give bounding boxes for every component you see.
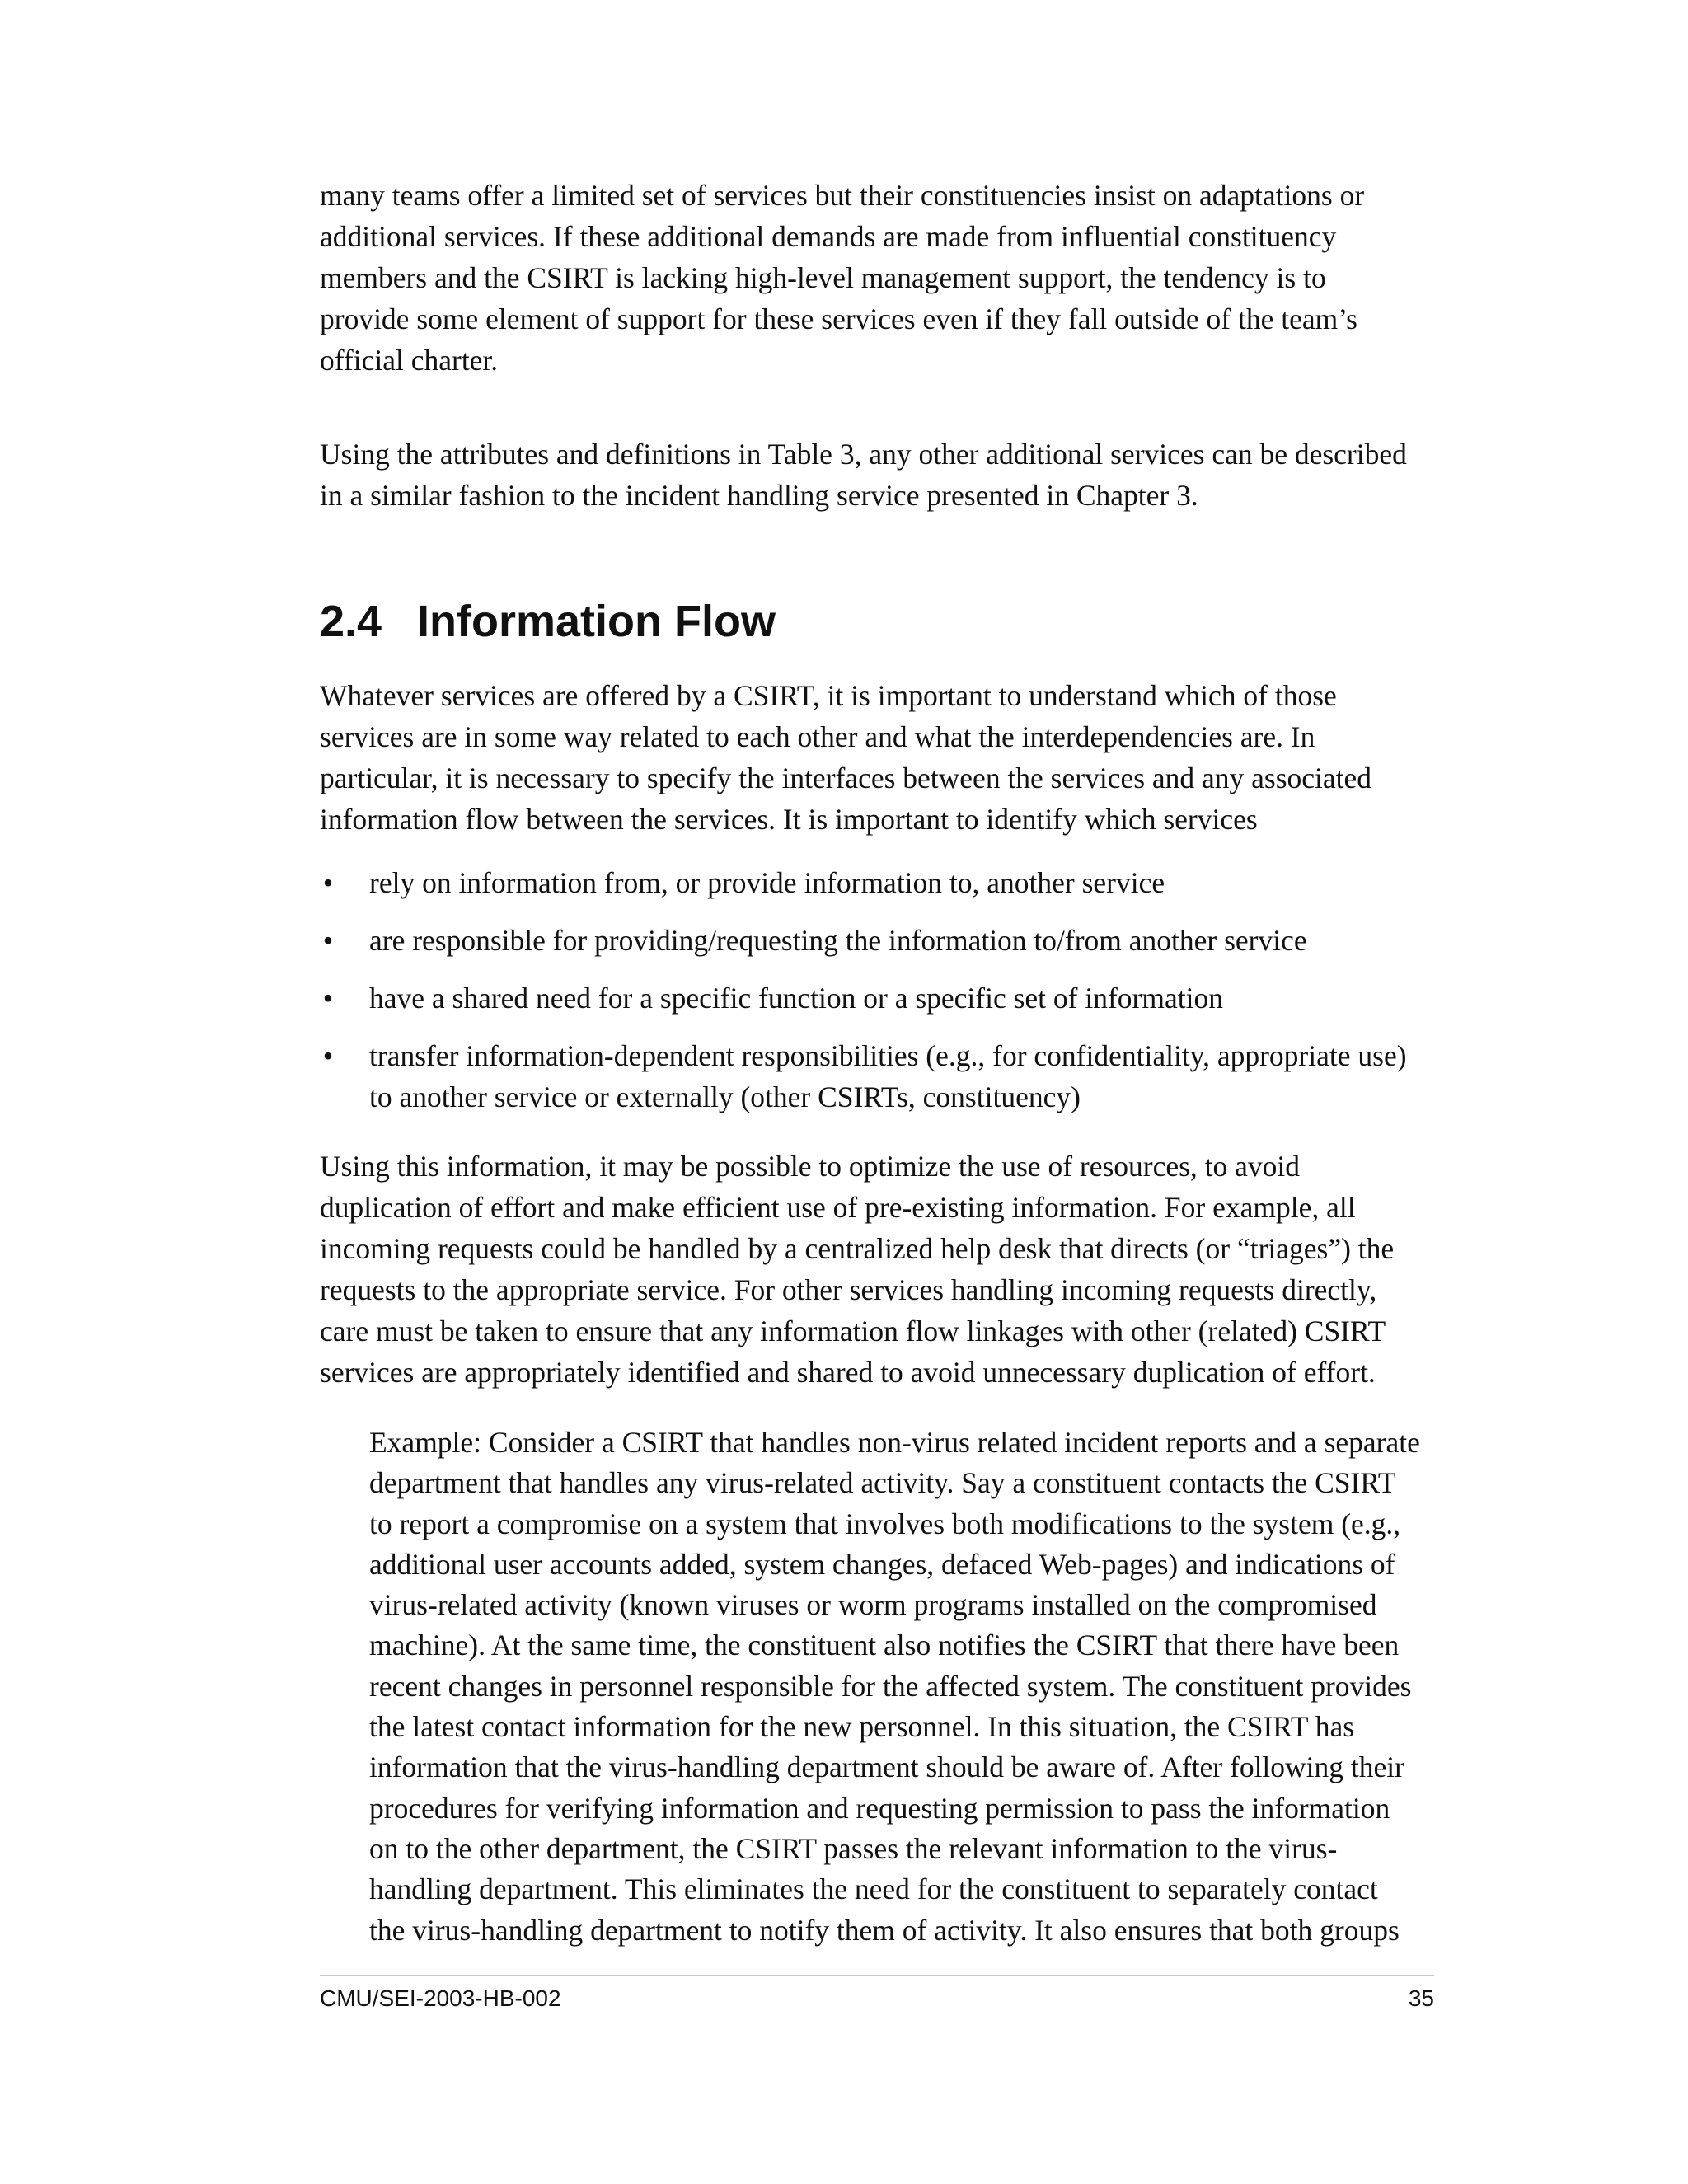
- text-line: machine). At the same time, the constituent also notifies the CSIRT that there have been: [369, 1629, 1400, 1662]
- text-line: rely on information from, or provide information to, another service: [369, 866, 1165, 899]
- text-line: Whatever services are offered by a CSIRT, it is important to understand which of those: [320, 679, 1337, 712]
- text-line: provide some element of support for these services even if they fall outside of the team’s: [320, 302, 1357, 335]
- section-heading: [320, 595, 776, 648]
- text-line: department that handles any virus-related activity. Say a constituent contacts the CSIRT: [369, 1466, 1396, 1500]
- usage-paragraph: [320, 1146, 1441, 1393]
- text-line: information that the virus-handling department should be aware of. After following their: [369, 1750, 1404, 1784]
- text-line: requests to the appropriate service. For other services handling incoming requests directly,: [320, 1273, 1377, 1306]
- text-line: the virus-handling department to notify them of activity. It also ensures that both groups: [369, 1913, 1400, 1947]
- flow-intro-paragraph: [320, 675, 1441, 840]
- text-line: services are appropriately identified and shared to avoid unnecessary duplication of effort.: [320, 1356, 1376, 1389]
- text-line: many teams offer a limited set of services but their constituencies insist on adaptations or: [320, 179, 1365, 212]
- bullet-icon: •: [322, 1039, 334, 1072]
- intro-paragraph: [320, 175, 1441, 381]
- text-line: transfer information-dependent responsibilities (e.g., for confidentiality, appropriate use): [369, 1039, 1407, 1072]
- text-line: official charter.: [320, 344, 499, 377]
- text-line: recent changes in personnel responsible for the affected system. The constituent provides: [369, 1669, 1412, 1703]
- text-line: additional user accounts added, system changes, defaced Web-pages) and indications of: [369, 1547, 1395, 1581]
- footer-doc-id: CMU/SEI-2003-HB-002: [320, 1985, 561, 2011]
- text-line: procedures for verifying information and requesting permission to pass the information: [369, 1791, 1390, 1825]
- text-line: have a shared need for a specific function or a specific set of information: [369, 982, 1223, 1015]
- bullet-icon: •: [322, 924, 334, 957]
- text-line: members and the CSIRT is lacking high-level management support, the tendency is to: [320, 261, 1326, 294]
- text-line: particular, it is necessary to specify the interfaces between the services and any associated: [320, 762, 1372, 794]
- list-item: [320, 977, 1474, 1019]
- footer-page-number: 35: [1408, 1985, 1434, 2011]
- text-line: handling department. This eliminates the need for the constituent to separately contact: [369, 1872, 1378, 1906]
- list-item: [320, 862, 1474, 903]
- bullet-icon: •: [322, 982, 334, 1015]
- attributes-paragraph: [320, 434, 1441, 516]
- text-line: care must be taken to ensure that any information flow linkages with other (related) CSIRT: [320, 1315, 1386, 1347]
- text-line: services are in some way related to each other and what the interdependencies are. In: [320, 720, 1315, 753]
- text-line: are responsible for providing/requesting the information to/from another service: [369, 924, 1307, 957]
- text-line: Example: Consider a CSIRT that handles non-virus related incident reports and a separate: [369, 1426, 1420, 1459]
- text-line: duplication of effort and make efficient use of pre-existing information. For example, all: [320, 1191, 1356, 1224]
- text-line: additional services. If these additional demands are made from influential constituency: [320, 220, 1337, 253]
- text-line: information flow between the services. It is important to identify which services: [320, 803, 1258, 836]
- list-item: [320, 1035, 1474, 1118]
- text-line: incoming requests could be handled by a centralized help desk that directs (or “triages”) the: [320, 1232, 1395, 1265]
- text-line: to another service or externally (other CSIRTs, constituency): [369, 1080, 1081, 1113]
- text-line: virus-related activity (known viruses or worm programs installed on the compromised: [369, 1588, 1377, 1622]
- example-block: [369, 1422, 1474, 1951]
- section-title: Information Flow: [417, 597, 776, 646]
- text-line: Using the attributes and definitions in Table 3, any other additional services can be described: [320, 438, 1407, 471]
- footer-divider: [320, 1975, 1434, 1976]
- text-line: the latest contact information for the new personnel. In this situation, the CSIRT has: [369, 1710, 1355, 1744]
- text-line: to report a compromise on a system that involves both modifications to the system (e.g.,: [369, 1507, 1401, 1540]
- list-item: [320, 920, 1474, 961]
- section-number: 2.4: [320, 597, 382, 646]
- text-line: on to the other department, the CSIRT passes the relevant information to the virus-: [369, 1831, 1338, 1865]
- text-line: in a similar fashion to the incident handling service presented in Chapter 3.: [320, 479, 1198, 512]
- bullet-list: [320, 862, 1474, 1134]
- bullet-icon: •: [322, 866, 334, 899]
- text-line: Using this information, it may be possible to optimize the use of resources, to avoid: [320, 1150, 1301, 1183]
